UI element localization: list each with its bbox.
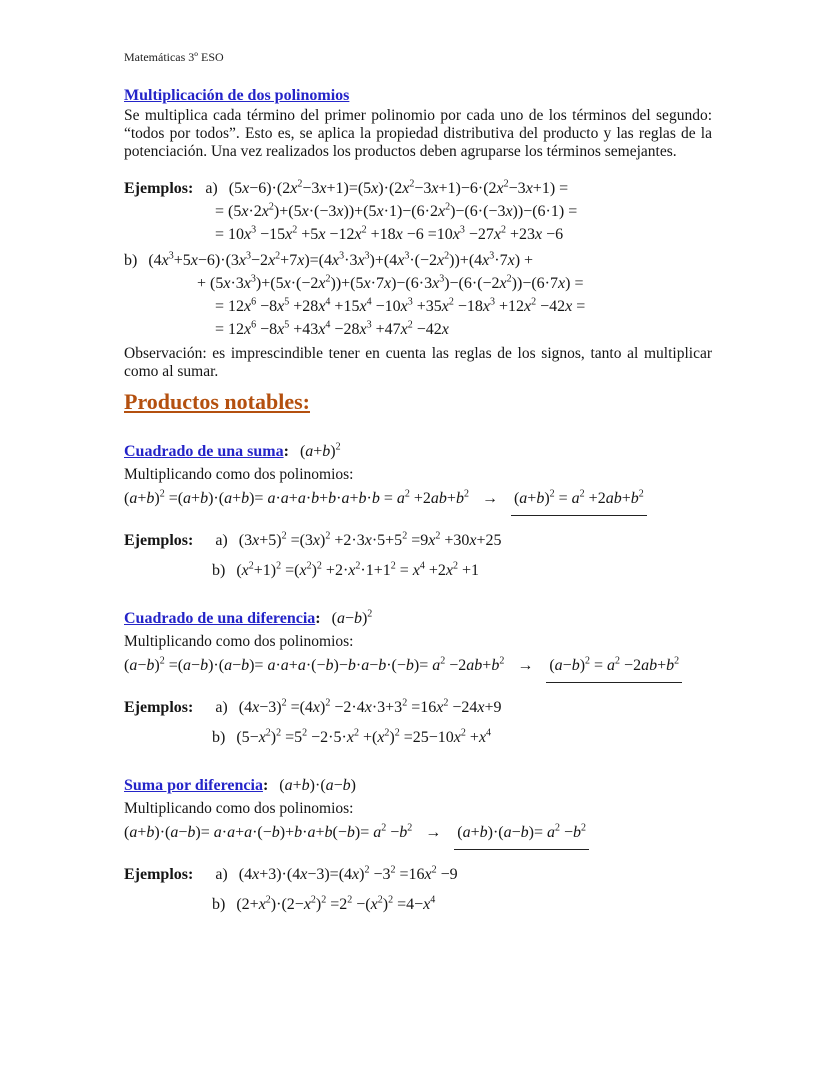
derivation-math: $(a+b)^2 =(a+b)\cdot(a+b)= a\cdot a+a\cdot b+b\cdot a+b\cdot b = a^2 +2ab+b^2$ [124,488,469,507]
page-header: Matemáticas 3º ESO [124,50,224,64]
example-row [124,893,712,916]
math-line: = $12x^6 -8x^5 +43x^4 -28x^3 +47x^2 -42x$ [215,319,449,338]
heading-formula: $(a-b)^2$ [331,608,373,627]
subsection-cuadrado-diferencia [124,608,712,749]
subsection-title: Cuadrado de una suma [124,443,284,460]
subsection-cuadrado-suma [124,441,712,582]
observation-text: Observación: es imprescindible tener en cuenta las reglas de los signos, tanto al multiplicar como al sumar. [124,345,712,380]
example-a-label: a) [215,532,228,549]
example-a-label: a) [205,180,218,197]
subsection-title: Suma por diferencia [124,777,263,794]
ejemplos-label: Ejemplos: [124,532,194,549]
math-expression: $(4x-3)^2 =(4x)^2 -2\cdot 4x\cdot 3+3^2 =16x^2 -24x+9$ [238,697,502,716]
section-title-multiplicacion: Multiplicación de dos polinomios [124,87,350,104]
ejemplos-label: Ejemplos: [124,180,194,197]
section-title-productos-notables: Productos notables: [124,389,310,414]
result-formula: $(a-b)^2 = a^2 -2ab+b^2$ [546,653,682,683]
derivation-math: $(a-b)^2 =(a-b)\cdot(a-b)= a\cdot a+a\cdot(-b)-b\cdot a-b\cdot(-b)= a^2 -2ab+b^2$ [124,655,505,674]
derivation-line [124,820,712,850]
math-expression: $(4x^3+5x-6)\cdot(3x^3-2x^2+7x)=(4x^3\cdot 3x^3)+(4x^3\cdot(-2x^2))+(4x^3\cdot 7x)$ + [148,250,534,269]
subsection-heading [124,608,712,630]
math-expression: $(4x+3)\cdot(4x-3)=(4x)^2 -3^2 =16x^2 -9$ [238,864,458,883]
derivation-math: $(a+b)\cdot(a-b)= a\cdot a+a\cdot(-b)+b\cdot a+b(-b)= a^2 -b^2$ [124,822,413,841]
example-a-label: a) [215,866,228,883]
heading-formula: $(a+b)^2$ [299,441,341,460]
math-expression: $(2+x^2)\cdot(2-x^2)^2 =2^2 -(x^2)^2 =4-x^4$ [236,894,436,913]
example-b-label: b) [212,729,226,746]
heading-colon: : [315,610,321,627]
math-expression: $(5x-6)\cdot(2x^2-3x+1)=(5x)\cdot(2x^2-3x+1)-6\cdot(2x^2-3x+1)$ = [228,178,569,197]
math-expression: $(x^2+1)^2 =(x^2)^2 +2\cdot x^2\cdot 1+1^2 = x^4 +2x^2 +1$ [236,560,480,579]
math-line: = $12x^6 -8x^5 +28x^4 +15x^4 -10x^3 +35x^2 -18x^3 +12x^2 -42x$ = [215,296,586,315]
intro-text: Multiplicando como dos polinomios: [124,633,354,650]
example-row [124,559,712,582]
arrow-icon: → [425,824,442,841]
arrow-icon: → [481,490,498,507]
example-row [124,696,712,719]
example-b-label: b) [124,252,138,269]
example-b-label: b) [212,896,226,913]
example-row [124,863,712,886]
mult-paragraph: Se multiplica cada término del primer polinomio por cada uno de los términos del segundo: “todos por todos”. Esto es, se aplica la propiedad distributiva del producto y las reglas de la potenciación. Una vez realizados los productos deben agruparse los términos semejantes. [124,107,712,160]
intro-text: Multiplicando como dos polinomios: [124,466,354,483]
mult-example-b [124,249,712,341]
math-line: + $(5x\cdot 3x^3)+(5x\cdot(-2x^2))+(5x\cdot 7x)-(6\cdot 3x^3)-(6\cdot(-2x^2))-(6\cdot 7x)$ = [197,273,584,292]
section-multiplicacion [124,86,712,381]
heading-colon: : [262,777,269,794]
math-expression: $(3x+5)^2 =(3x)^2 +2\cdot 3x\cdot 5+5^2 =9x^2 +30x+25$ [238,530,502,549]
math-line: = $10x^3 -15x^2 +5x -12x^2 +18x -6 =10x^3 -27x^2 +23x -6$ [215,224,564,243]
result-formula: $(a+b)^2 = a^2 +2ab+b^2$ [511,486,647,516]
derivation-line [124,486,712,516]
example-row [124,726,712,749]
mult-example-a [124,177,712,246]
result-formula: $(a+b)\cdot(a-b)= a^2 -b^2$ [454,820,589,850]
math-line [124,177,712,200]
subsection-title: Cuadrado de una diferencia [124,610,316,627]
math-line [124,249,712,272]
subsection-suma-por-diferencia [124,775,712,916]
heading-formula: (a+b)·(a−b) [279,777,356,794]
heading-colon: : [283,443,289,460]
example-a-label: a) [215,699,228,716]
section-productos-notables [124,389,712,916]
math-expression: $(5-x^2)^2 =5^2 -2\cdot 5\cdot x^2 +(x^2)^2 =25-10x^2 +x^4$ [236,727,492,746]
intro-text: Multiplicando como dos polinomios: [124,800,354,817]
example-b-label: b) [212,562,226,579]
subsection-heading [124,775,712,797]
math-line: = $(5x\cdot 2x^2)+(5x\cdot(-3x))+(5x\cdot 1)-(6\cdot 2x^2)-(6\cdot(-3x))-(6\cdot 1)$ = [215,201,578,220]
ejemplos-label: Ejemplos: [124,699,194,716]
example-row [124,529,712,552]
subsection-heading [124,441,712,463]
arrow-icon: → [517,657,534,674]
ejemplos-label: Ejemplos: [124,866,194,883]
derivation-line [124,653,712,683]
